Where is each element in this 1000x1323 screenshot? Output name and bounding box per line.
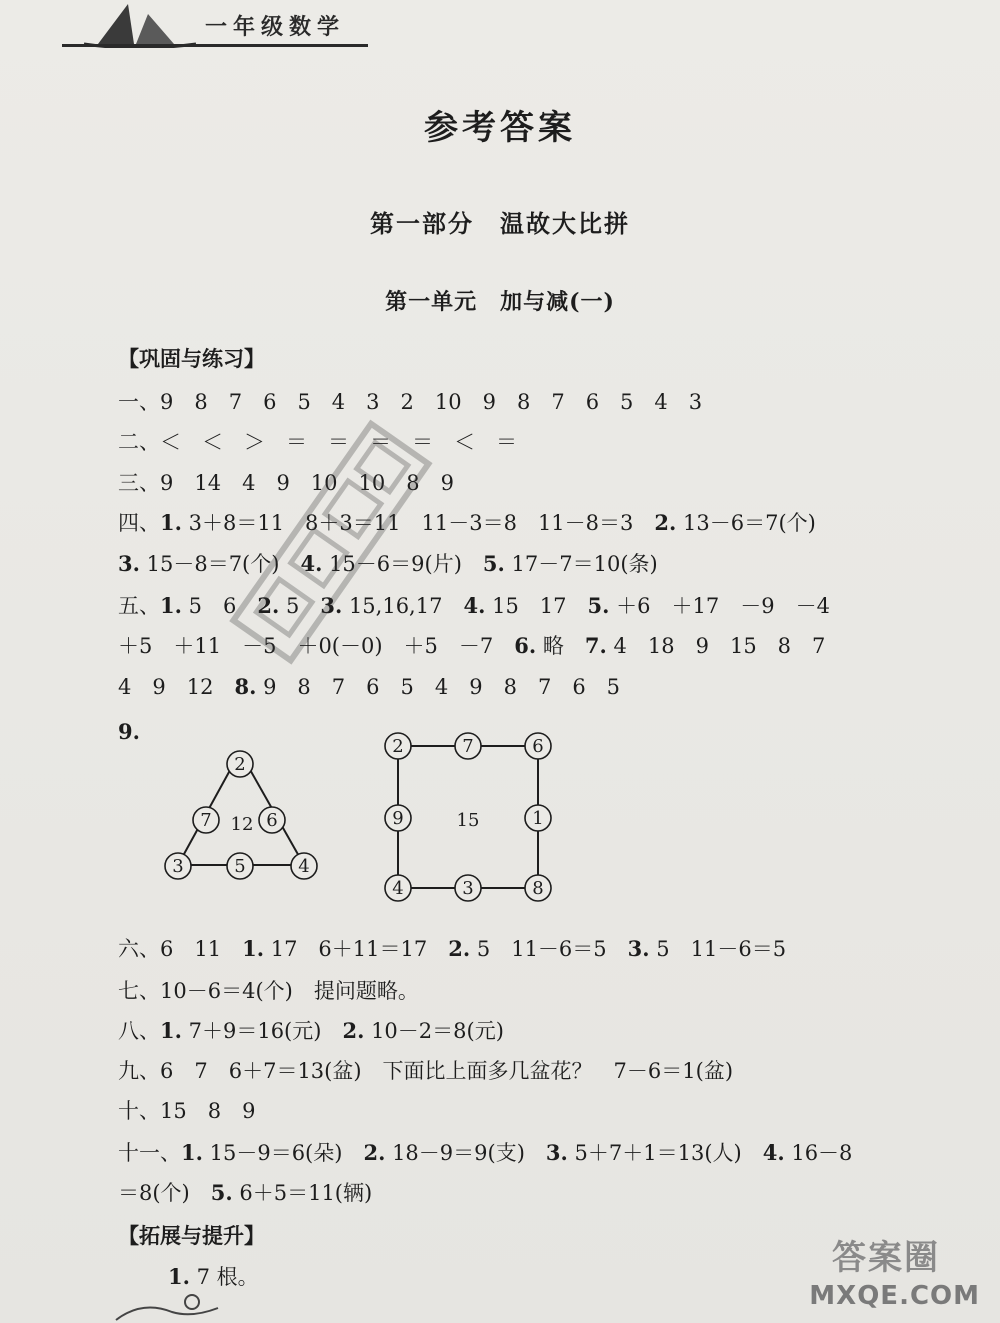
header-rule (62, 44, 368, 47)
site-logo-en: MXQE.COM (809, 1281, 980, 1311)
answer-line-9 (118, 718, 140, 746)
line15-prefix: 十一、 (118, 1141, 181, 1165)
line10-num1: 1. (242, 936, 265, 961)
square-node-top-mid-value: 7 (462, 736, 474, 757)
answer-line-3: 三、9 14 4 9 10 10 8 9 (118, 471, 454, 495)
answer-line-1: 一、9 8 7 6 5 4 3 2 10 9 8 7 6 5 4 3 (118, 390, 703, 414)
part-title: 第一部分 温故大比拼 (370, 209, 630, 238)
number-puzzle-diagram (150, 728, 570, 918)
square-node-top-right-value: 6 (532, 736, 544, 757)
line10-num2: 2. (448, 936, 471, 961)
line7-num7: 7. (584, 633, 607, 658)
line8-text1: 4 9 12 (118, 675, 235, 699)
line4-text2: 13－6＝7(个) (676, 511, 816, 535)
line6-prefix: 五、 (118, 594, 160, 618)
mascot-icon (112, 1290, 222, 1323)
line12-num2: 2. (342, 1018, 365, 1043)
answer-line-5 (118, 550, 658, 578)
line10-num3: 3. (627, 936, 650, 961)
line5-num3: 3. (118, 551, 140, 576)
line4-num1: 1. (160, 510, 182, 535)
answer-line-14: 十、15 8 9 (118, 1099, 256, 1123)
line10-text3: 5 11－6＝5 (649, 937, 787, 961)
square-node-bottom-right-value: 8 (532, 878, 544, 899)
line5-num4: 4. (300, 551, 323, 576)
line15-text3: 5＋7＋1＝13(人) (567, 1141, 763, 1165)
line6-text4: 15 17 (485, 594, 588, 618)
line5-text5: 17－7＝10(条) (504, 552, 658, 576)
unit-title: 第一单元 加与减(一) (385, 289, 615, 315)
line6-num1: 1. (160, 593, 182, 618)
line6-num3: 3. (320, 593, 343, 618)
line12-num1: 1. (160, 1018, 182, 1043)
square-center-sum: 15 (456, 810, 480, 831)
answer-line-17 (168, 1263, 259, 1291)
square-node-top-left-value: 2 (392, 736, 404, 757)
line17-num1: 1. (168, 1264, 190, 1289)
answer-line-7 (118, 632, 825, 660)
line16-num5: 5. (210, 1180, 233, 1205)
line6-text5: ＋6 ＋17 －9 －4 (609, 594, 830, 618)
line15-num3: 3. (545, 1140, 568, 1165)
line16-text1: ＝8(个) (118, 1181, 211, 1205)
line6-text3: 15,16,17 (342, 594, 464, 618)
line12-text2: 10－2＝8(元) (364, 1019, 504, 1043)
line9-num9: 9. (118, 719, 140, 744)
line4-prefix: 四、 (118, 511, 160, 535)
triangle-node-top-value: 2 (234, 754, 246, 775)
line10-text1: 17 6＋11＝17 (264, 937, 449, 961)
section-practice: 【巩固与练习】 (118, 346, 265, 371)
answer-line-13: 九、6 7 6＋7＝13(盆) 下面比上面多几盆花？ 7－6＝1(盆) (118, 1059, 734, 1083)
line5-num5: 5. (482, 551, 505, 576)
square-node-bottom-left-value: 4 (392, 878, 404, 899)
line15-text1: 15－9＝6(朵) (202, 1141, 364, 1165)
answer-line-16 (118, 1179, 372, 1207)
line15-text2: 18－9＝9(支) (385, 1141, 546, 1165)
line10-prefix: 六、6 11 (118, 937, 243, 961)
page-title: 参考答案 (424, 108, 576, 148)
line12-text1: 7＋9＝16(元) (181, 1019, 343, 1043)
triangle-node-bottom-left-value: 3 (172, 856, 184, 877)
line5-text3: 15－8＝7(个) (139, 552, 301, 576)
line8-text2: 9 8 7 6 5 4 9 8 7 6 5 (256, 675, 621, 699)
line7-text3: 4 18 9 15 8 7 (606, 634, 826, 658)
triangle-node-left-value: 7 (200, 810, 212, 831)
line6-text1: 5 6 (181, 594, 258, 618)
answer-line-12 (118, 1017, 504, 1045)
line12-prefix: 八、 (118, 1019, 160, 1043)
line15-text4: 16－8 (784, 1141, 853, 1165)
triangle-center-sum: 12 (230, 814, 254, 835)
answer-line-4 (118, 509, 816, 537)
answer-line-15 (118, 1139, 852, 1167)
line4-text1: 3＋8＝11 8＋3＝11 11－3＝8 11－8＝3 (181, 511, 655, 535)
line8-num8: 8. (234, 674, 257, 699)
triangle-node-right-value: 6 (266, 810, 278, 831)
answer-line-2: 二、＜ ＜ ＞ ＝ ＝ ＝ ＝ ＜ ＝ (118, 430, 517, 454)
line16-text2: 6＋5＝11(辆) (232, 1181, 373, 1205)
triangle-node-bottom-right-value: 4 (298, 856, 310, 877)
answer-line-11: 七、10－6＝4(个) 提问题略。 (118, 979, 419, 1003)
line6-num4: 4. (463, 593, 486, 618)
line5-text4: 15－6＝9(片) (322, 552, 483, 576)
site-logo-cn: 答案圈 (832, 1238, 940, 1278)
line7-text2: 略 (536, 634, 585, 658)
section-extension: 【拓展与提升】 (118, 1223, 265, 1248)
line7-text1: ＋5 ＋11 －5 ＋0(－0) ＋5 －7 (118, 634, 515, 658)
header-subject: 一年级数学 (205, 14, 346, 40)
square-node-mid-right-value: 1 (532, 808, 544, 829)
line15-num4: 4. (762, 1140, 785, 1165)
sailboat-icon (78, 0, 198, 48)
line6-num2: 2. (257, 593, 280, 618)
line15-num1: 1. (181, 1140, 203, 1165)
line10-text2: 5 11－6＝5 (470, 937, 628, 961)
line15-num2: 2. (363, 1140, 386, 1165)
triangle-node-bottom-mid-value: 5 (234, 856, 246, 877)
answer-line-6 (118, 592, 830, 620)
answer-line-8 (118, 673, 620, 701)
line6-text2: 5 (279, 594, 321, 618)
line7-num6: 6. (514, 633, 537, 658)
square-node-mid-left-value: 9 (392, 808, 404, 829)
square-node-bottom-mid-value: 3 (462, 878, 474, 899)
answer-line-10 (118, 935, 786, 963)
line17-text1: 7 根。 (189, 1265, 259, 1289)
line4-num2: 2. (654, 510, 677, 535)
line6-num5: 5. (587, 593, 610, 618)
